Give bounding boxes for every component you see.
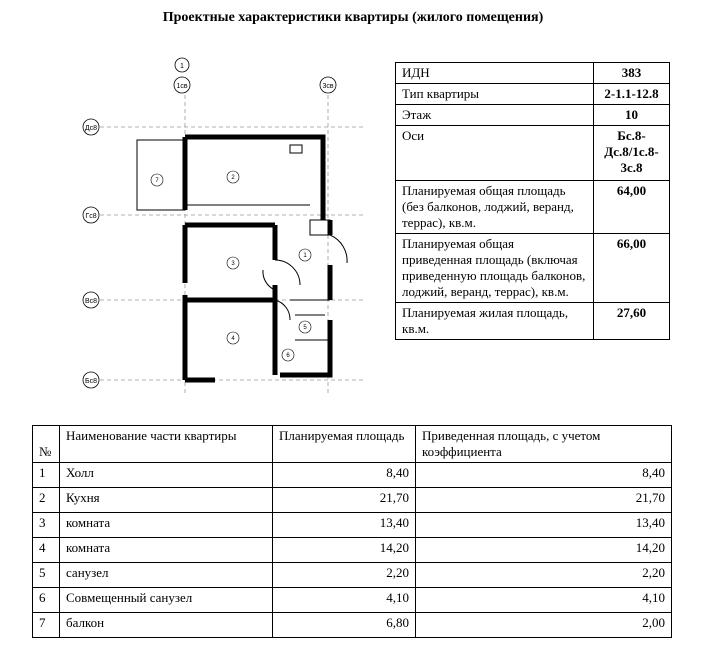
room-name: комната — [60, 513, 273, 538]
axis-label: Бс8 — [85, 378, 97, 385]
room-mark: 2 — [231, 175, 235, 181]
floor-plan — [75, 55, 375, 400]
room-num: 1 — [33, 463, 60, 488]
header-name: Наименование части квартиры — [60, 426, 273, 463]
room-num: 7 — [33, 613, 60, 638]
prop-key: Оси — [396, 126, 594, 181]
table-row — [396, 84, 670, 105]
room-reduced: 4,10 — [416, 588, 672, 613]
room-num: 6 — [33, 588, 60, 613]
prop-key: ИДН — [396, 63, 594, 84]
prop-key: Планируемая общая площадь (без балконов, лоджий, веранд, террас), кв.м. — [396, 181, 594, 234]
header-reduced: Приведенная площадь, с учетом коэффициента — [416, 426, 672, 463]
room-mark: 1 — [303, 253, 307, 259]
table-row — [396, 234, 670, 303]
page-title: Проектные характеристики квартиры (жилого помещения) — [162, 10, 544, 25]
table-row — [396, 126, 670, 181]
prop-value: 2-1.1-12.8 — [594, 84, 670, 105]
room-area: 14,20 — [273, 538, 416, 563]
axis-label: Дс8 — [84, 125, 98, 132]
room-area: 8,40 — [273, 463, 416, 488]
prop-value: 64,00 — [594, 181, 670, 234]
room-area: 6,80 — [273, 613, 416, 638]
room-name: балкон — [60, 613, 273, 638]
room-reduced: 13,40 — [416, 513, 672, 538]
header-num: № — [33, 426, 60, 463]
room-reduced: 2,20 — [416, 563, 672, 588]
prop-value: 383 — [594, 63, 670, 84]
table-row — [396, 303, 670, 340]
prop-value: 27,60 — [594, 303, 670, 340]
room-reduced: 2,00 — [416, 613, 672, 638]
room-num: 4 — [33, 538, 60, 563]
room-area: 4,10 — [273, 588, 416, 613]
room-mark: 6 — [286, 353, 290, 359]
prop-value: 66,00 — [594, 234, 670, 303]
room-num: 5 — [33, 563, 60, 588]
room-mark: 3 — [231, 261, 235, 267]
table-row — [33, 538, 672, 563]
table-row — [33, 463, 672, 488]
room-name: санузел — [60, 563, 273, 588]
table-header-row — [33, 426, 672, 463]
axis-label: Гс8 — [85, 213, 97, 220]
rooms-table — [32, 425, 672, 638]
room-area: 2,20 — [273, 563, 416, 588]
prop-value: Бс.8-Дс.8/1с.8-3с.8 — [594, 126, 670, 181]
room-mark: 5 — [303, 325, 307, 331]
table-row — [33, 513, 672, 538]
room-num: 2 — [33, 488, 60, 513]
axis-label: Вс8 — [84, 298, 98, 305]
table-row — [33, 563, 672, 588]
prop-key: Планируемая общая приведенная площадь (включая приведенную площадь балконов, лоджий, веранд, террас), кв.м. — [396, 234, 594, 303]
table-row — [396, 105, 670, 126]
room-reduced: 21,70 — [416, 488, 672, 513]
room-reduced: 14,20 — [416, 538, 672, 563]
axis-label: 1 — [180, 63, 184, 70]
axis-label: 1св — [176, 83, 188, 90]
header-area: Планируемая площадь — [273, 426, 416, 463]
apartment-properties-table — [395, 62, 670, 340]
table-row — [396, 181, 670, 234]
table-row — [33, 613, 672, 638]
table-row — [33, 588, 672, 613]
room-mark: 7 — [155, 178, 159, 184]
prop-key: Этаж — [396, 105, 594, 126]
axis-label: 3св — [322, 83, 334, 90]
room-mark: 4 — [231, 336, 235, 342]
room-name: комната — [60, 538, 273, 563]
room-name: Холл — [60, 463, 273, 488]
room-area: 13,40 — [273, 513, 416, 538]
table-row — [33, 488, 672, 513]
table-row — [396, 63, 670, 84]
room-num: 3 — [33, 513, 60, 538]
room-reduced: 8,40 — [416, 463, 672, 488]
prop-value: 10 — [594, 105, 670, 126]
prop-key: Планируемая жилая площадь, кв.м. — [396, 303, 594, 340]
room-name: Кухня — [60, 488, 273, 513]
room-area: 21,70 — [273, 488, 416, 513]
room-name: Совмещенный санузел — [60, 588, 273, 613]
prop-key: Тип квартиры — [396, 84, 594, 105]
